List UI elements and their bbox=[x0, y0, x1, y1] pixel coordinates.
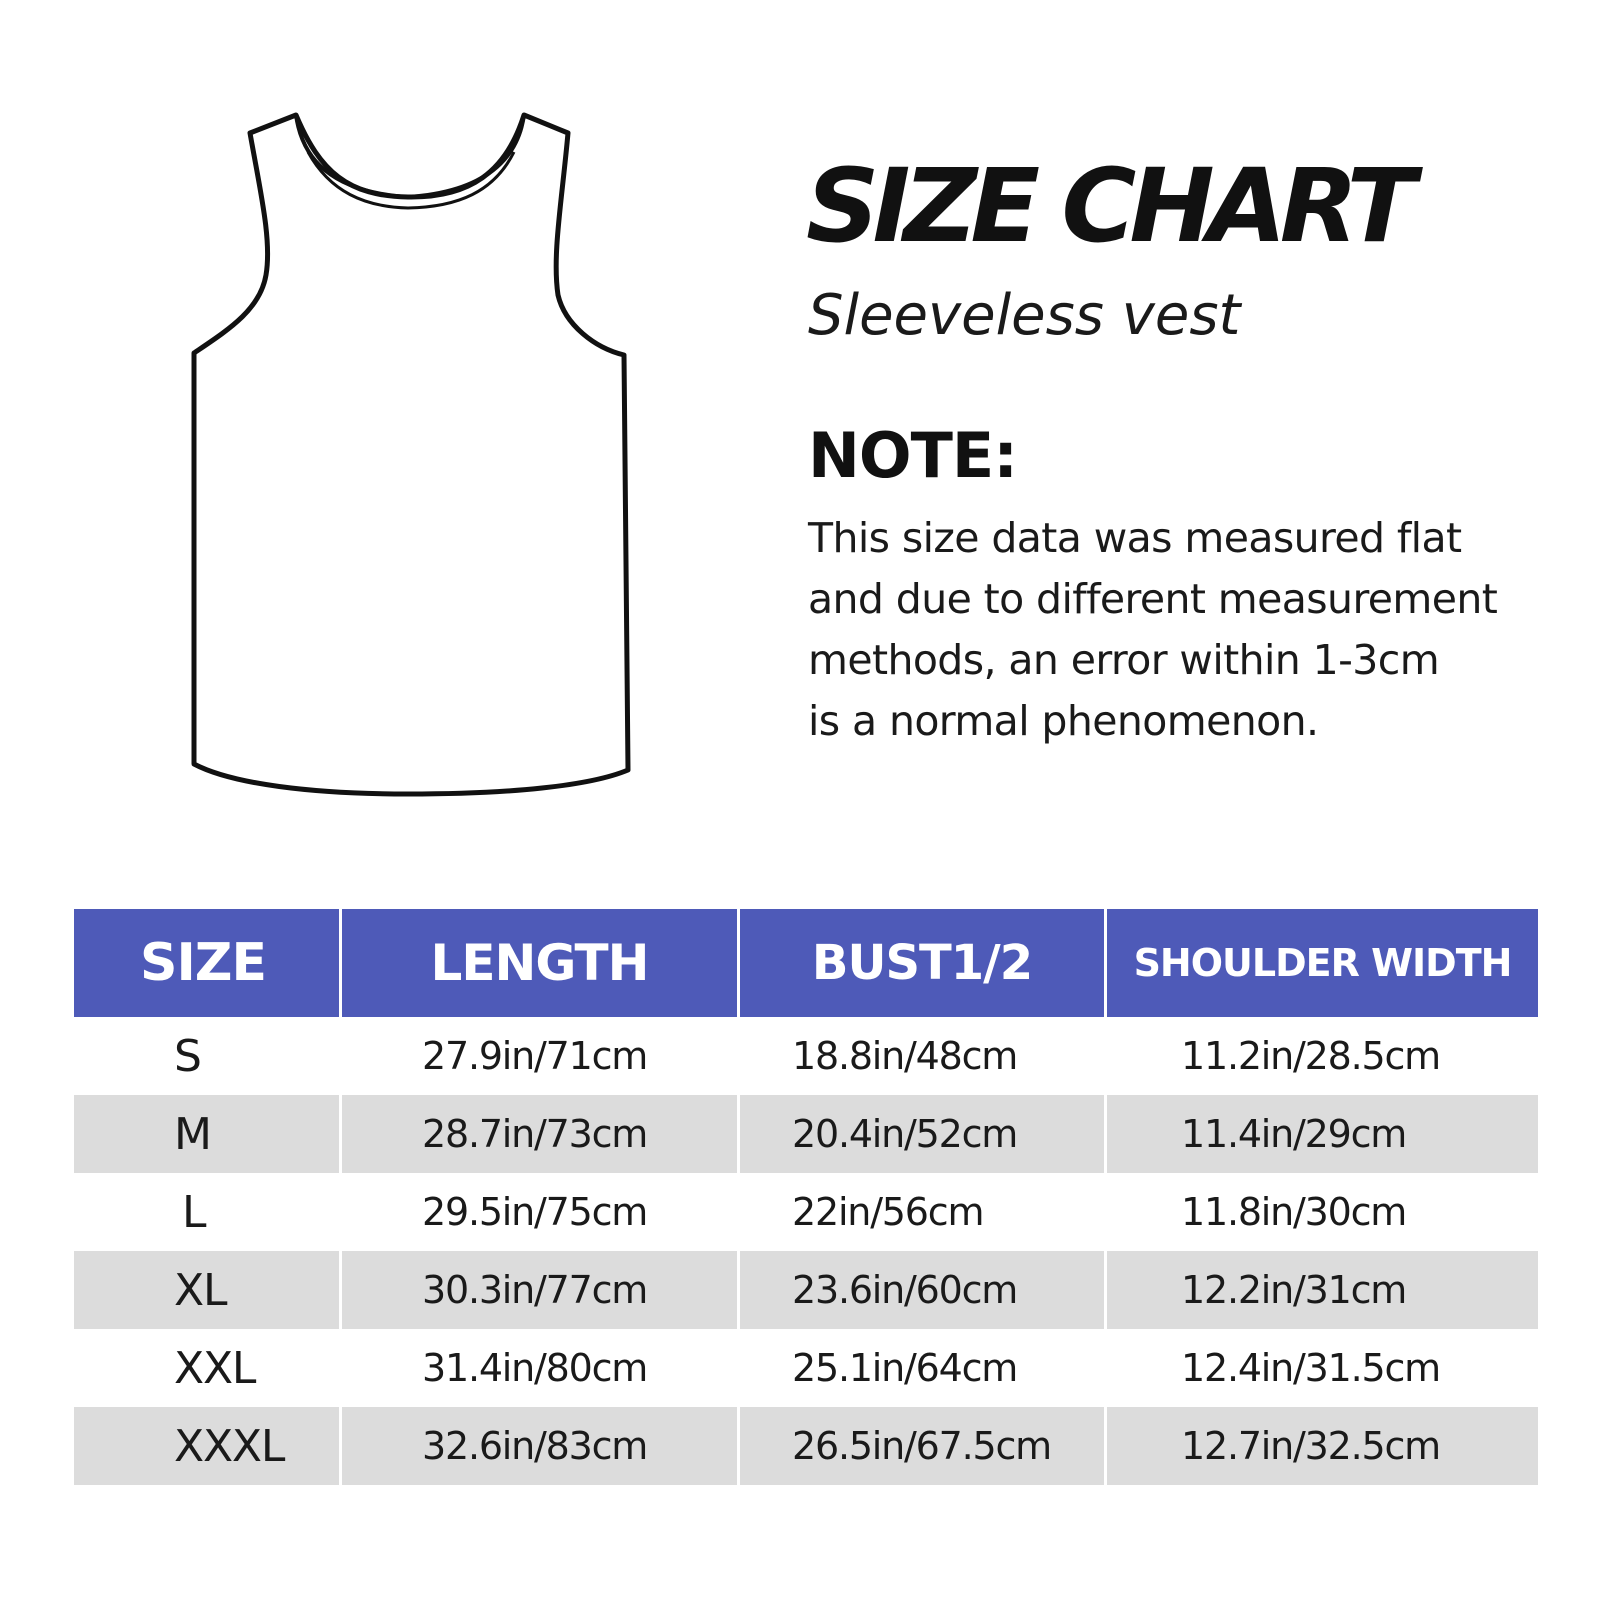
table-row bbox=[74, 1173, 1538, 1251]
length-cell: 31.4in/80cm bbox=[342, 1329, 740, 1407]
size-cell: L bbox=[74, 1173, 342, 1251]
page-title: SIZE CHART bbox=[806, 147, 1410, 266]
size-cell: XXL bbox=[74, 1329, 342, 1407]
size-cell: XXXL bbox=[74, 1407, 342, 1485]
size-cell: M bbox=[74, 1095, 342, 1173]
page-subtitle: Sleeveless vest bbox=[808, 283, 1241, 348]
tank-top-outline bbox=[194, 115, 628, 794]
table-row bbox=[74, 1095, 1538, 1173]
length-cell: 27.9in/71cm bbox=[342, 1017, 740, 1095]
note-heading: NOTE: bbox=[808, 419, 1018, 492]
note-line: and due to different measurement bbox=[808, 575, 1498, 623]
column-header-length: LENGTH bbox=[342, 909, 740, 1017]
shoulder-cell: 12.7in/32.5cm bbox=[1107, 1407, 1538, 1485]
length-cell: 30.3in/77cm bbox=[342, 1251, 740, 1329]
table-row bbox=[74, 1017, 1538, 1095]
note-line: is a normal phenomenon. bbox=[808, 697, 1319, 745]
note-line: methods, an error within 1-3cm bbox=[808, 636, 1440, 684]
table-header-row bbox=[74, 909, 1538, 1017]
shoulder-cell: 12.4in/31.5cm bbox=[1181, 1346, 1440, 1390]
size-cell: S bbox=[74, 1017, 342, 1095]
table-row bbox=[74, 1329, 1538, 1407]
size-table bbox=[74, 909, 1538, 1485]
shoulder-cell: 11.2in/28.5cm bbox=[1181, 1034, 1440, 1078]
bust-cell: 22in/56cm bbox=[740, 1173, 1107, 1251]
note-text bbox=[808, 508, 1588, 752]
column-header-bust: BUST1/2 bbox=[740, 909, 1107, 1017]
shoulder-cell: 11.4in/29cm bbox=[1107, 1095, 1538, 1173]
length-cell: 28.7in/73cm bbox=[342, 1095, 740, 1173]
bust-cell: 26.5in/67.5cm bbox=[740, 1407, 1107, 1485]
tank-top-icon bbox=[180, 100, 650, 810]
note-line: This size data was measured flat bbox=[808, 514, 1462, 562]
tank-top-illustration bbox=[180, 100, 650, 810]
table-row bbox=[74, 1407, 1538, 1485]
length-cell: 32.6in/83cm bbox=[342, 1407, 740, 1485]
table-row bbox=[74, 1251, 1538, 1329]
column-header-size: SIZE bbox=[74, 909, 342, 1017]
column-header-shoulder-width: SHOULDER WIDTH bbox=[1107, 909, 1538, 1017]
length-cell: 29.5in/75cm bbox=[342, 1173, 740, 1251]
shoulder-cell: 11.8in/30cm bbox=[1181, 1190, 1407, 1234]
bust-cell: 25.1in/64cm bbox=[740, 1329, 1107, 1407]
bust-cell: 23.6in/60cm bbox=[740, 1251, 1107, 1329]
shoulder-cell: 12.2in/31cm bbox=[1107, 1251, 1538, 1329]
size-cell: XL bbox=[74, 1251, 342, 1329]
bust-cell: 20.4in/52cm bbox=[740, 1095, 1107, 1173]
bust-cell: 18.8in/48cm bbox=[740, 1017, 1107, 1095]
